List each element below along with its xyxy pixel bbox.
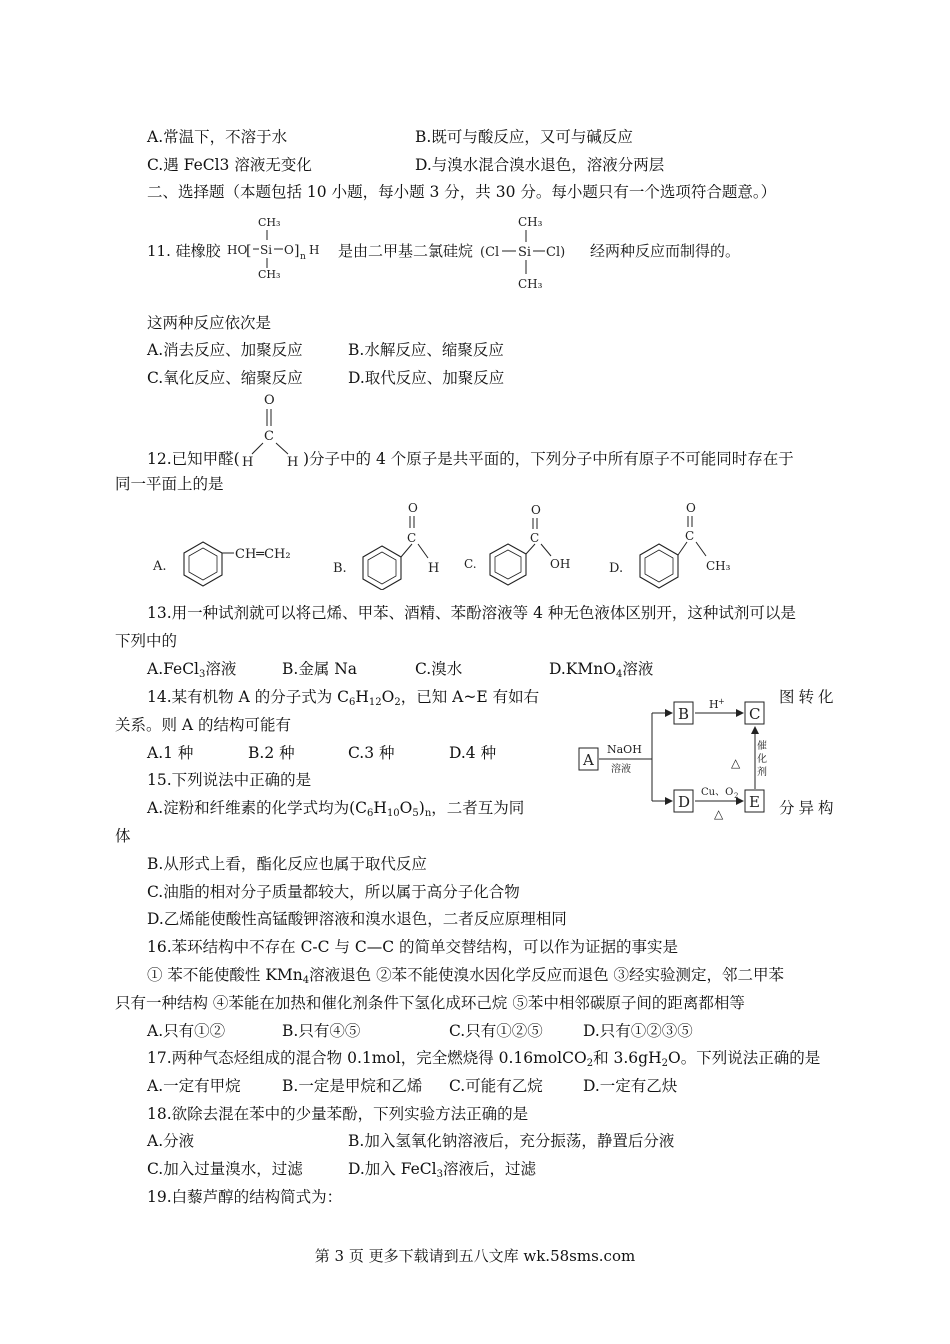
q12-line-2: 同一平面上的是 xyxy=(115,475,224,493)
silicone-rubber-structure xyxy=(225,212,330,280)
svg-text:[: [ xyxy=(246,243,252,259)
formaldehyde-c: C xyxy=(264,429,274,444)
q13-line-2: 下列中的 xyxy=(115,632,178,650)
diagram-box-d: D xyxy=(678,793,691,811)
q18-option-b: B.加入氢氧化钠溶液后，充分振荡，静置后分液 xyxy=(348,1132,675,1150)
q11-option-a: A.消去反应、加聚反应 xyxy=(147,341,303,359)
q12-options-structures xyxy=(150,498,790,590)
q18-stem: 18.欲除去混在苯中的少量苯酚，下列实验方法正确的是 xyxy=(147,1105,529,1123)
diagram-catalyst-3: 剂 xyxy=(757,767,767,778)
q17-stem: 17.两种气态烃组成的混合物 0.1mol，完全燃烧得 0.16molCO$_2$和 $3.6gH_2O$。下列说法正确的是 xyxy=(147,1049,821,1069)
q16-facts-line-1: ① 苯不能使酸性 KMn$_4$溶液退色 ②苯不能使溴水因化学反应而退色 ③经实验测定，邻二甲苯 xyxy=(147,966,785,986)
q14-option-d: D.4 种 xyxy=(449,744,497,762)
q16-option-b: B.只有④⑤ xyxy=(282,1022,361,1040)
silane-si: Si xyxy=(518,245,532,260)
diagram-h: H xyxy=(709,698,719,711)
diagram-box-a: A xyxy=(583,751,594,769)
silane-ch3-bottom: CH₃ xyxy=(518,277,543,291)
q15-option-b: B.从形式上看，酯化反应也属于取代反应 xyxy=(147,855,427,873)
q12-opt-c-c: C xyxy=(530,531,540,545)
q14-line-1: 14.某有机物 A 的分子式为 $C_6H_{12}O_2$，已知 A~E 有如右 xyxy=(147,688,540,708)
q11-suffix: 经两种反应而制得的。 xyxy=(590,242,741,260)
q12-opt-b-h: H xyxy=(428,561,440,576)
formaldehyde-h1: H xyxy=(242,455,254,470)
q14-line-1-right: 图转化 xyxy=(779,688,838,706)
q17-option-c: C.可能有乙烷 xyxy=(449,1077,543,1095)
q17-option-a: A.一定有甲烷 xyxy=(147,1077,241,1095)
q12-opt-d-ch3: CH₃ xyxy=(706,559,731,573)
diagram-o2-sub: 2 xyxy=(734,792,739,800)
q15-option-d: D.乙烯能使酸性高锰酸钾溶液和溴水退色，二者反应原理相同 xyxy=(147,910,567,928)
q15-stem: 15.下列说法中正确的是 xyxy=(147,771,312,789)
q18-option-c: C.加入过量溴水，过滤 xyxy=(147,1160,303,1178)
diagram-box-e: E xyxy=(749,793,760,811)
poly-ch3-top: CH₃ xyxy=(258,216,281,229)
q16-option-c: C.只有①②⑤ xyxy=(449,1022,543,1040)
q13-option-a: A.FeCl$_3$溶液 xyxy=(147,660,237,680)
q16-stem: 16.苯环结构中不存在 C-C 与 C—C 的简单交替结构，可以作为证据的事实是 xyxy=(147,938,679,956)
q12-opt-c-label: C. xyxy=(464,557,477,571)
q11-option-d: D.取代反应、加聚反应 xyxy=(348,369,505,387)
svg-text:]: ] xyxy=(294,243,300,259)
diagram-h-plus: + xyxy=(718,697,725,706)
q11-prefix: 11. 硅橡胶 xyxy=(147,242,221,260)
q11-mid: 是由二甲基二氯硅烷 xyxy=(338,242,474,260)
poly-h: H xyxy=(309,243,320,257)
q14-option-c: C.3 种 xyxy=(348,744,395,762)
q10-option-a: A.常温下，不溶于水 xyxy=(147,128,288,146)
silane-ch3-top: CH₃ xyxy=(518,215,543,229)
page-footer: 第 3 页 更多下载请到五八文库 wk.58sms.com xyxy=(314,1247,636,1265)
silane-cl-right: Cl) xyxy=(546,245,566,260)
poly-n: n xyxy=(300,252,306,262)
poly-o: O xyxy=(284,243,294,257)
q15-option-c: C.油脂的相对分子质量都较大，所以属于高分子化合物 xyxy=(147,883,520,901)
diagram-box-b: B xyxy=(678,705,690,723)
q12-opt-a-group: CH═CH₂ xyxy=(235,547,291,562)
poly-ch3-bottom: CH₃ xyxy=(258,268,281,280)
q13-option-c: C.溴水 xyxy=(415,660,463,678)
q19-stem: 19.白藜芦醇的结构简式为： xyxy=(147,1188,343,1206)
q10-option-c: C.遇 FeCl3 溶液无变化 xyxy=(147,156,312,174)
diagram-catalyst-2: 化 xyxy=(757,754,767,765)
q14-option-a: A.1 种 xyxy=(147,744,194,762)
q13-option-b: B.金属 Na xyxy=(282,660,358,678)
formaldehyde-h2: H xyxy=(287,455,299,470)
q12-opt-d-o: O xyxy=(686,501,696,515)
diagram-solution: 溶液 xyxy=(611,764,631,775)
q13-option-d: D.KMnO$_4$溶液 xyxy=(549,660,654,680)
q12-suffix: )分子中的 4 个原子是共平面的，下列分子中所有原子不可能同时存在于 xyxy=(303,450,794,468)
poly-ho: HO xyxy=(227,243,248,257)
q16-facts-line-2: 只有一种结构 ④苯能在加热和催化剂条件下氢化成环己烷 ⑤苯中相邻碳原子间的距离都相等 xyxy=(115,994,745,1012)
q10-option-d: D.与溴水混合溴水退色，溶液分两层 xyxy=(415,156,665,174)
q13-line-1: 13.用一种试剂就可以将己烯、甲苯、酒精、苯酚溶液等 4 种无色液体区别开，这种试剂可以是 xyxy=(147,604,796,622)
section-2-heading: 二、选择题（本题包括 10 小题，每小题 3 分，共 30 分。每小题只有一个选项符合题意。） xyxy=(147,183,777,201)
formaldehyde-o: O xyxy=(264,393,275,408)
q18-option-a: A.分液 xyxy=(147,1132,195,1150)
q15-option-a-right: 分异构 xyxy=(779,799,838,817)
q14-option-b: B.2 种 xyxy=(248,744,295,762)
q17-option-b: B.一定是甲烷和乙烯 xyxy=(282,1077,423,1095)
q18-option-d: D.加入 FeCl$_3$溶液后，过滤 xyxy=(348,1160,537,1180)
diagram-cu-o2: Cu、O xyxy=(701,787,734,798)
q14-conversion-diagram xyxy=(575,697,775,827)
diagram-box-c: C xyxy=(749,705,761,723)
q11-option-b: B.水解反应、缩聚反应 xyxy=(348,341,504,359)
diagram-delta-bottom: △ xyxy=(714,807,724,821)
q12-prefix: 12.已知甲醛( xyxy=(147,450,240,468)
q12-opt-d-label: D. xyxy=(609,561,624,576)
silane-cl-left: (Cl xyxy=(480,245,500,260)
diagram-naoh: NaOH xyxy=(607,743,642,756)
q12-opt-d-c: C xyxy=(685,529,695,543)
q11-option-c: C.氧化反应、缩聚反应 xyxy=(147,369,303,387)
diagram-catalyst-1: 催 xyxy=(757,741,767,752)
q15-option-a: A.淀粉和纤维素的化学式均为$(C_6H_{10}O_5)_n$，二者互为同 xyxy=(147,799,525,819)
q12-opt-a-label: A. xyxy=(153,559,167,574)
q16-option-d: D.只有①②③⑤ xyxy=(583,1022,693,1040)
q17-option-d: D.一定有乙炔 xyxy=(583,1077,678,1095)
q12-opt-c-oh: OH xyxy=(550,557,571,571)
q16-option-a: A.只有①② xyxy=(147,1022,226,1040)
q11-stem-2: 这两种反应依次是 xyxy=(147,314,272,332)
q12-opt-c-o: O xyxy=(531,503,541,517)
q12-opt-b-o: O xyxy=(408,501,418,515)
q12-opt-b-c: C xyxy=(407,531,417,545)
dimethyldichlorosilane-structure xyxy=(478,210,583,295)
q12-opt-b-label: B. xyxy=(333,561,347,576)
q14-line-2: 关系。则 A 的结构可能有 xyxy=(115,716,292,734)
formaldehyde-structure xyxy=(238,388,304,470)
poly-si: Si xyxy=(260,243,273,257)
q15-option-a-line-2: 体 xyxy=(115,827,131,845)
q10-option-b: B.既可与酸反应，又可与碱反应 xyxy=(415,128,633,146)
diagram-delta-side: △ xyxy=(731,756,741,770)
